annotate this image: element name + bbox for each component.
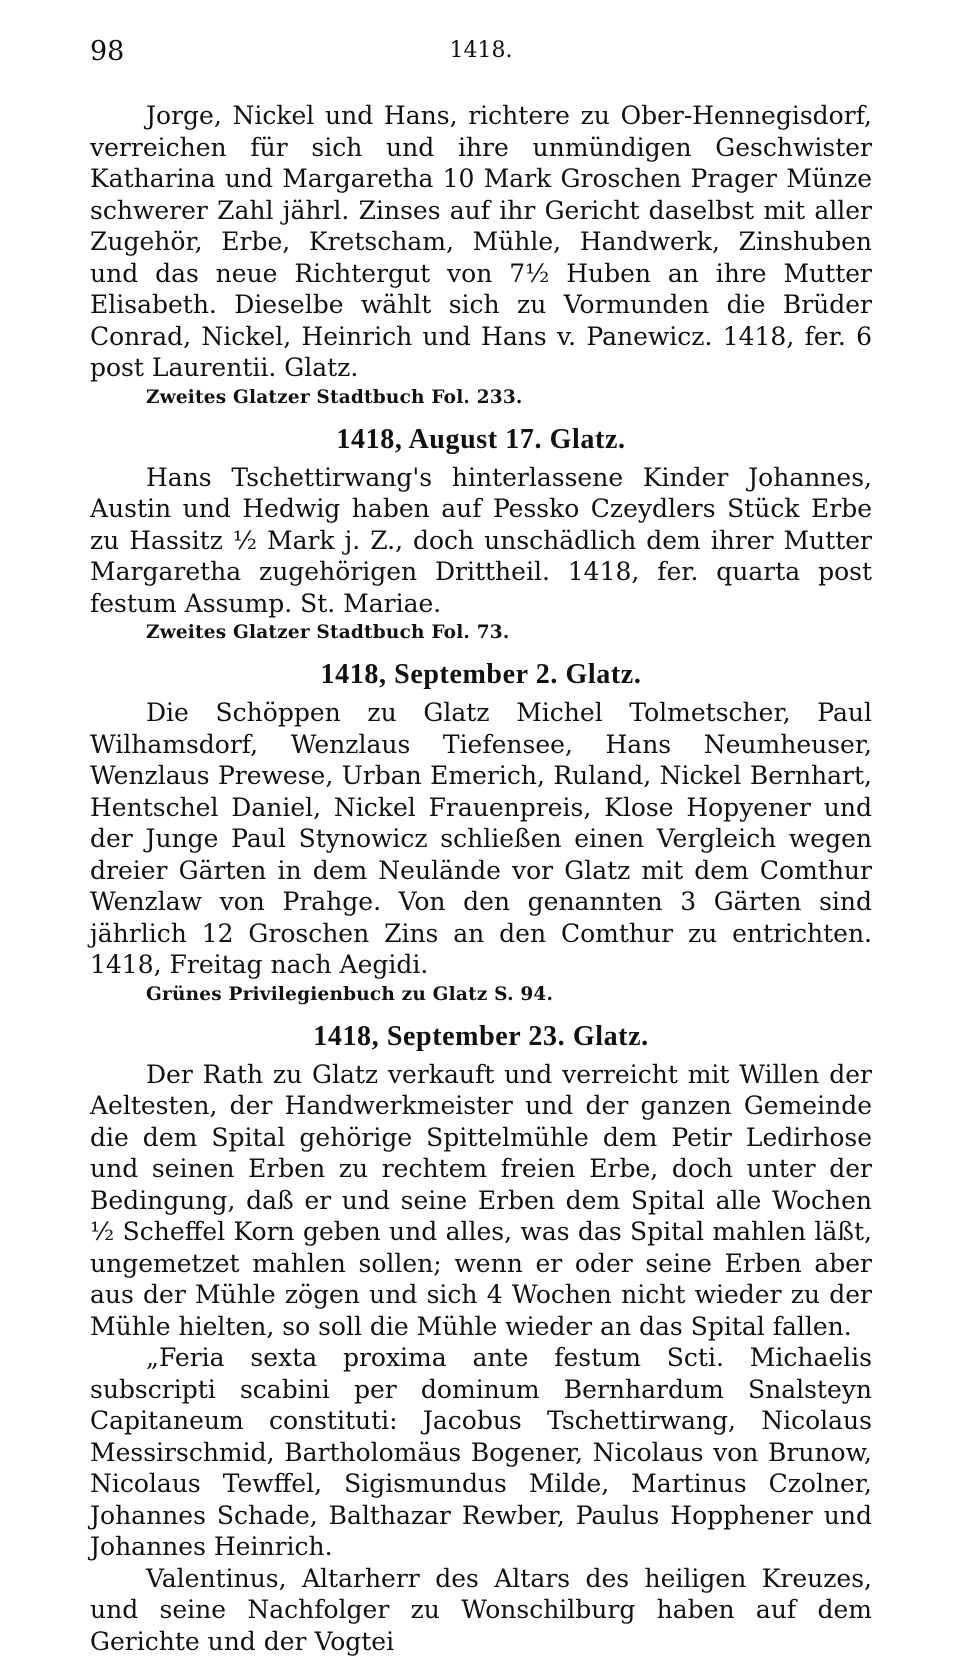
entry-paragraph: Die Schöppen zu Glatz Michel Tolmetscher, Paul Wilhamsdorf, Wenzlaus Tiefensee, Hans Neumheuser, Wenzlaus Prewese, Urban Emerich, Ruland, Nickel Bernhart, Hentschel Daniel, Nickel Frauenpreis, Klose Hopyener und der Junge Paul Stynowicz schließen einen Vergleich wegen dreier Gärten in dem Neulände vor Glatz mit dem Comthur Wenzlaw von Prahge. Von den genannten 3 Gärten sind jährlich 12 Groschen Zins an den Comthur zu entrichten. 1418, Freitag nach Aegidi. [90,697,872,981]
entry-paragraph: Hans Tschettirwang's hinterlassene Kinder Johannes, Austin und Hedwig haben auf Pessko Czeydlers Stück Erbe zu Hassitz ½ Mark j. Z., doch unschädlich dem ihrer Mutter Margaretha zugehörigen Drittheil. 1418, fer. quarta post festum Assump. St. Mariae. [90,462,872,620]
entry-paragraph: Jorge, Nickel und Hans, richtere zu Ober-Hennegisdorf, verreichen für sich und ihre unmündigen Geschwister Katharina und Margaretha 10 Mark Groschen Prager Münze schwerer Zahl jährl. Zinses auf ihr Gericht daselbst mit aller Zugehör, Erbe, Kretscham, Mühle, Handwerk, Zinshuben und das neue Richtergut von 7½ Huben an ihre Mutter Elisabeth. Dieselbe wählt sich zu Vormunden die Brüder Conrad, Nickel, Heinrich und Hans v. Panewicz. 1418, fer. 6 post Laurentii. Glatz. [90,100,872,384]
entry-heading: 1418, September 23. Glatz. [90,1019,872,1055]
page-number: 98 [90,36,124,67]
running-title: 1418. [90,38,872,63]
source-citation: Zweites Glatzer Stadtbuch Fol. 233. [146,384,872,412]
entry-paragraph: Der Rath zu Glatz verkauft und verreicht mit Willen der Aeltesten, der Handwerkmeister und der ganzen Gemeinde die dem Spital gehörige Spittelmühle dem Petir Ledirhose und seinen Erben zu rechtem freien Erbe, doch unter der Bedingung, daß er und seine Erben dem Spital alle Wochen ½ Scheffel Korn geben und alles, was das Spital mahlen läßt, ungemetzet mahlen sollen; wenn er oder seine Erben aber aus der Mühle zögen und sich 4 Wochen nicht wieder zu der Mühle hielten, so soll die Mühle wieder an das Spital fallen. [90,1059,872,1343]
page-content [90,100,872,1657]
entry-2 [90,422,872,648]
entry-heading: 1418, September 2. Glatz. [90,657,872,693]
source-citation: Grünes Privilegienbuch zu Glatz S. 94. [146,981,872,1009]
entry-4 [90,1019,872,1657]
running-head [90,36,872,70]
entry-paragraph-latin: „Feria sexta proxima ante festum Scti. Michaelis subscripti scabini per dominum Bernhardum Snalsteyn Capitaneum constituti: Jacobus Tschettirwang, Nicolaus Messirschmid, Bartholomäus Bogener, Nicolaus von Brunow, Nicolaus Tewffel, Sigismundus Milde, Martinus Czolner, Johannes Schade, Balthazar Rewber, Paulus Hopphener und Johannes Heinrich. [90,1342,872,1563]
entry-paragraph: Valentinus, Altarherr des Altars des heiligen Kreuzes, und seine Nachfolger zu Wonschilburg haben auf dem Gerichte und der Vogtei [90,1563,872,1657]
entry-1 [90,100,872,412]
source-citation: Zweites Glatzer Stadtbuch Fol. 73. [146,619,872,647]
entry-heading: 1418, August 17. Glatz. [90,422,872,458]
entry-3 [90,657,872,1009]
